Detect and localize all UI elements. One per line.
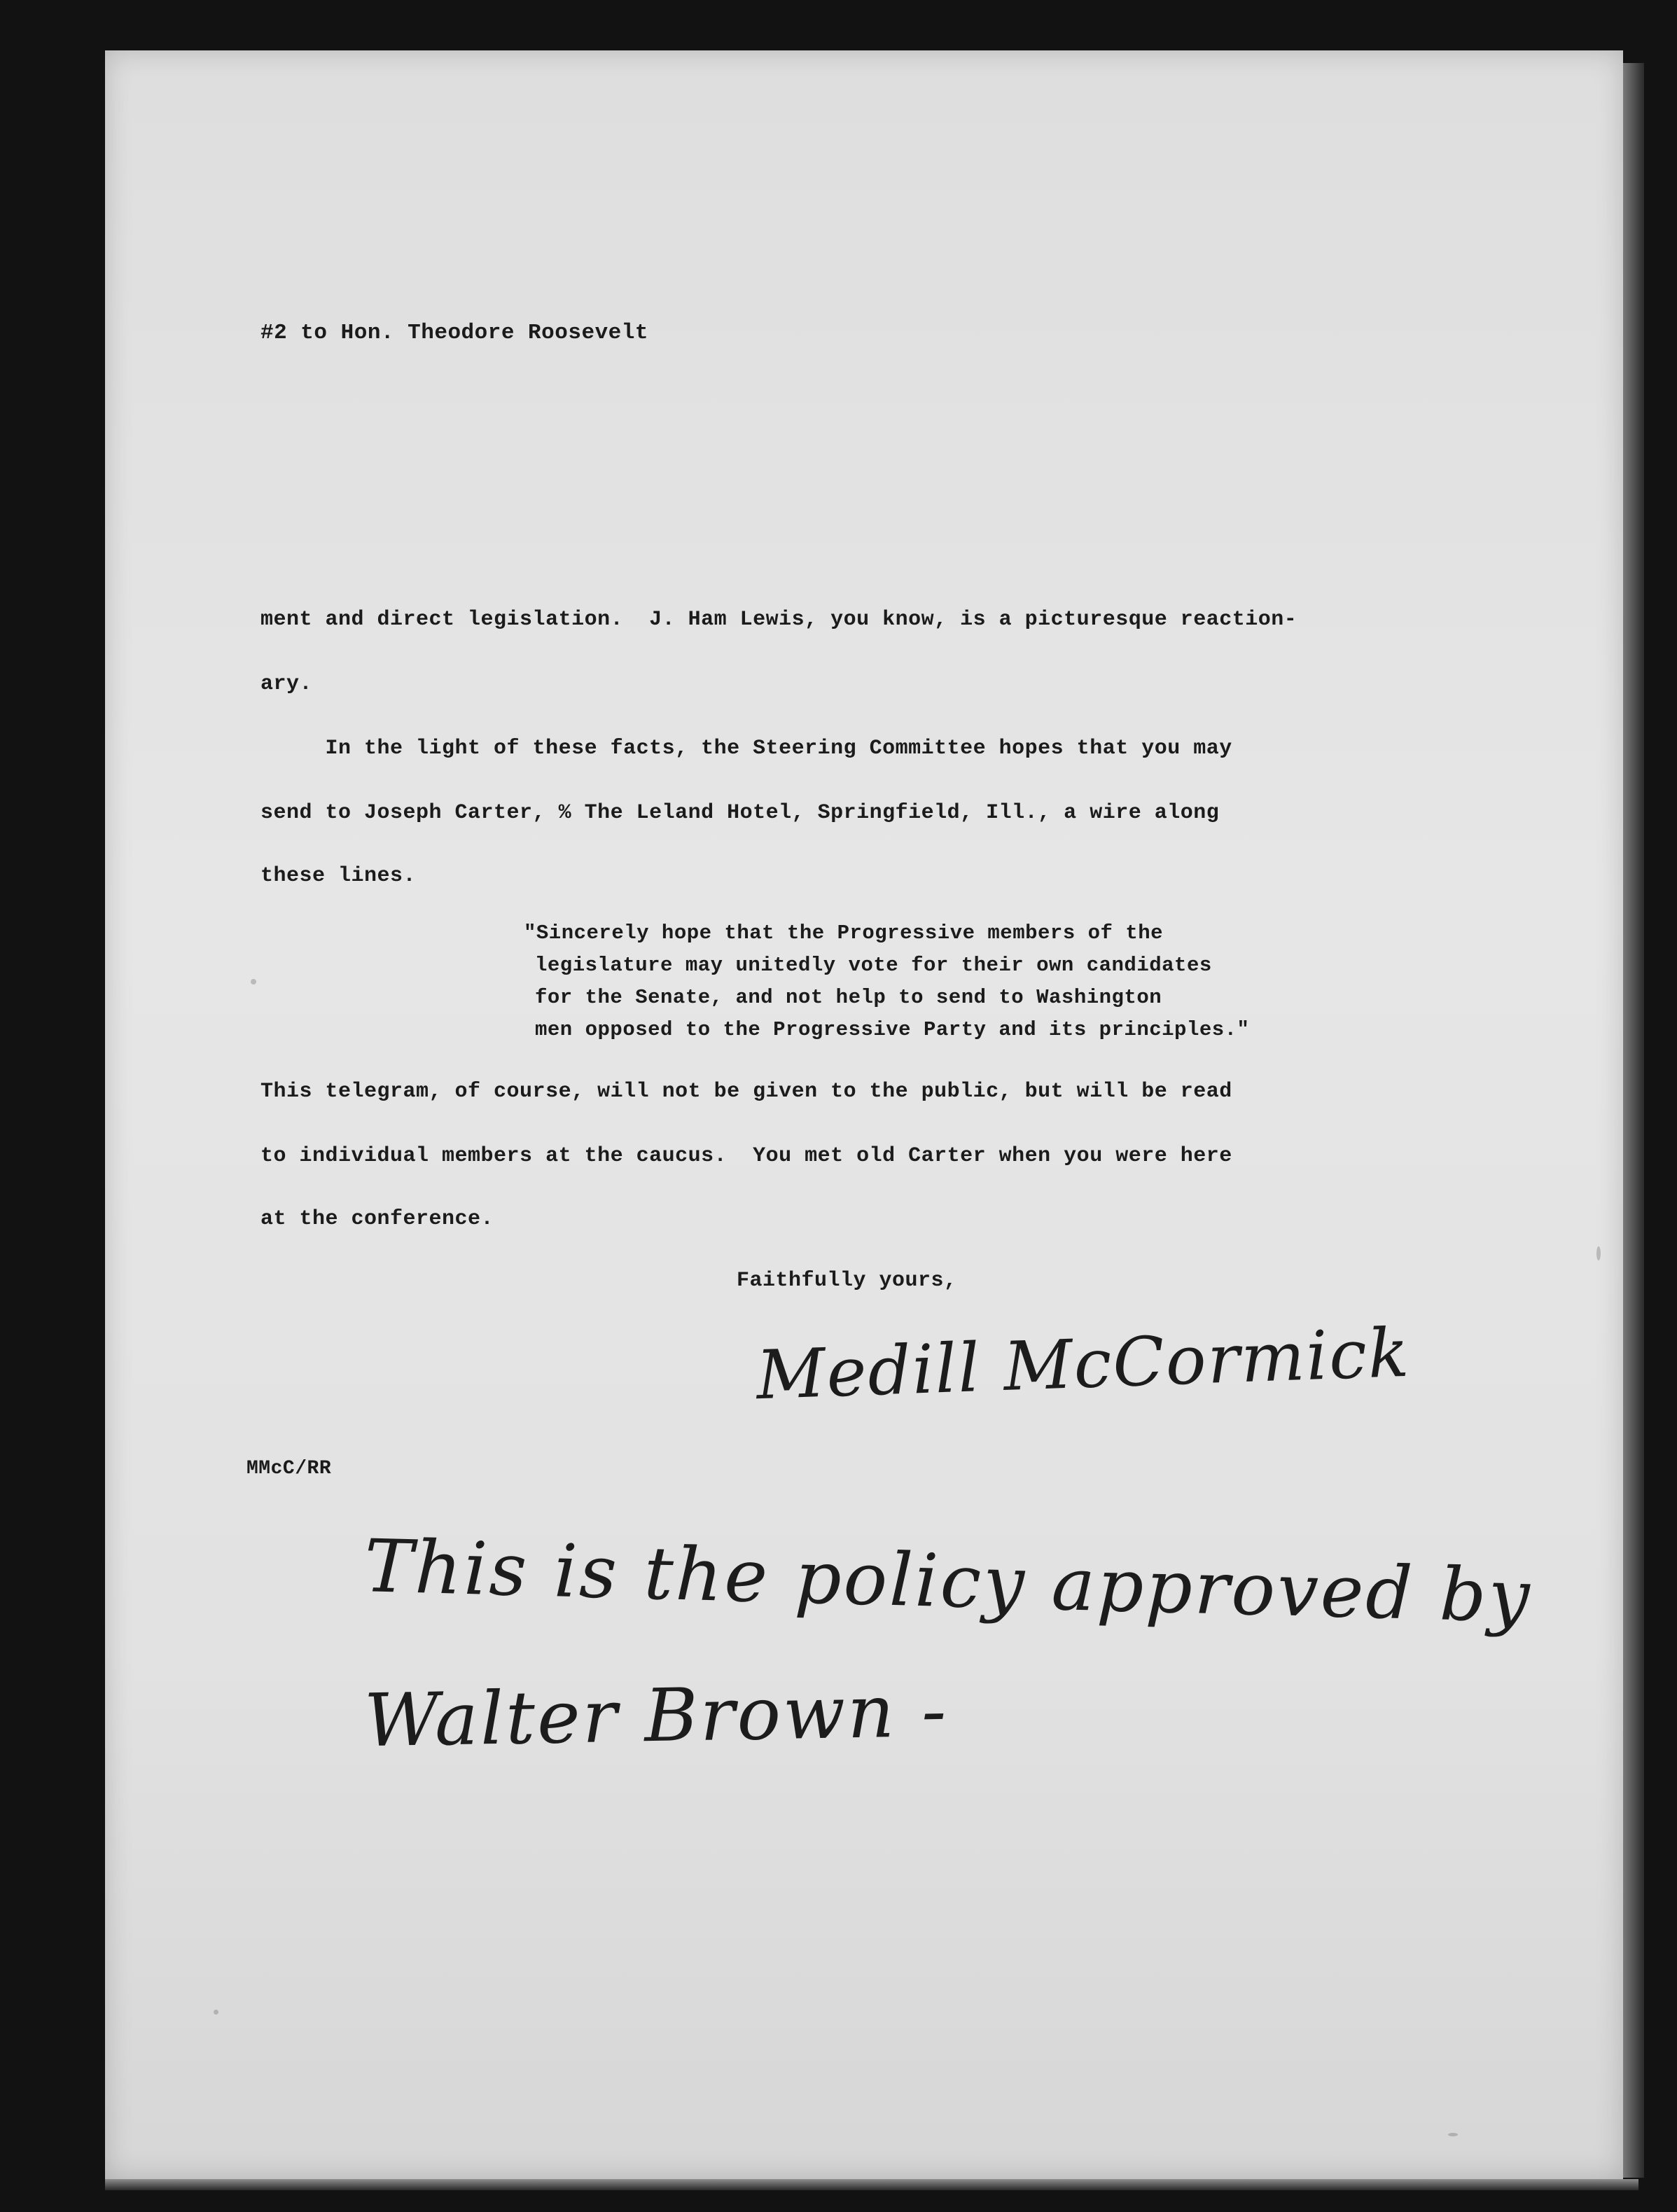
body-line: ment and direct legislation. J. Ham Lewis, you know, is a picturesque reaction- (260, 608, 1297, 632)
closing-line: This telegram, of course, will not be given to the public, but will be read (260, 1080, 1232, 1104)
letter-header: #2 to Hon. Theodore Roosevelt (260, 321, 648, 345)
handwritten-note-line: This is the policy approved by (363, 1523, 1533, 1639)
body-line: ary. (260, 672, 313, 696)
closing-line: at the conference. (260, 1207, 494, 1231)
closing-line: to individual members at the caucus. You met old Carter when you were here (260, 1144, 1232, 1168)
telegram-quote-line: "Sincerely hope that the Progressive members of the (524, 921, 1164, 945)
speck (1596, 1246, 1601, 1260)
letter-page (105, 50, 1623, 2179)
body-line: send to Joseph Carter, % The Leland Hotel, Springfield, Ill., a wire along (260, 801, 1220, 825)
body-line: In the light of these facts, the Steering Committee hopes that you may (260, 737, 1232, 760)
handwritten-note-line: Walter Brown - (363, 1667, 949, 1764)
speck (251, 979, 256, 985)
typist-initials: MMcC/RR (246, 1458, 332, 1480)
signature: Medill McCormick (755, 1313, 1412, 1415)
telegram-quote-line: legislature may unitedly vote for their own candidates (535, 954, 1212, 977)
speck (1448, 2133, 1458, 2136)
body-line: these lines. (260, 864, 417, 888)
telegram-quote-line: for the Senate, and not help to send to Washington (535, 986, 1162, 1009)
speck (214, 2010, 218, 2015)
page-bottom-edge (105, 2179, 1638, 2190)
page-edge-shadow (1623, 63, 1644, 2178)
telegram-quote-line: men opposed to the Progressive Party and its principles." (535, 1018, 1250, 1041)
complimentary-close: Faithfully yours, (737, 1269, 957, 1293)
